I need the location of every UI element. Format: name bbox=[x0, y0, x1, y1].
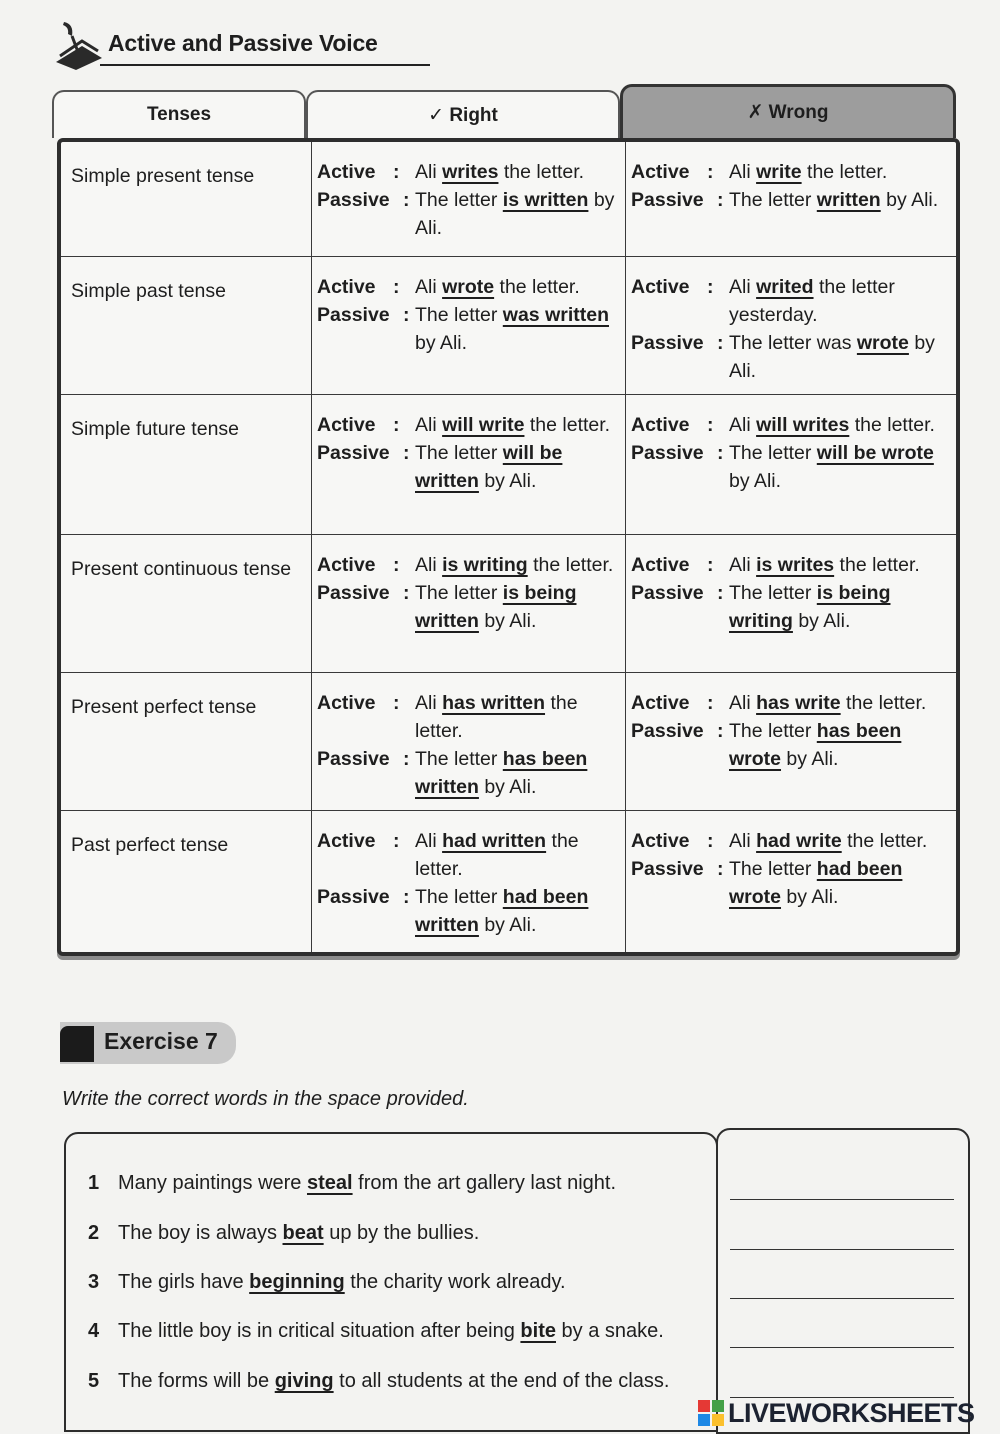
label-colon: : bbox=[403, 189, 410, 211]
passive-label-text: Passive bbox=[317, 189, 390, 211]
passive-label-text: Passive bbox=[631, 720, 704, 742]
wrong-active-sentence-highlight: is writes bbox=[756, 554, 835, 576]
tense-row bbox=[61, 256, 956, 395]
header-tenses bbox=[52, 90, 306, 138]
wrong-active-sentence bbox=[631, 827, 949, 855]
title-underline bbox=[100, 64, 430, 66]
wrong-active-sentence bbox=[631, 551, 949, 579]
label-colon: : bbox=[393, 161, 400, 183]
section-title bbox=[52, 18, 432, 70]
wrong-passive-sentence bbox=[631, 186, 949, 214]
books-and-pen-icon bbox=[52, 18, 104, 70]
right-active-sentence-highlight: had written bbox=[442, 830, 547, 852]
brand-name: LIVEWORKSHEETS bbox=[728, 1397, 975, 1428]
wrong-passive-sentence bbox=[631, 439, 949, 495]
wrong-passive-sentence-highlight: will be wrote bbox=[816, 442, 934, 464]
passive-label-text: Passive bbox=[631, 582, 704, 604]
active-label bbox=[631, 689, 714, 717]
active-label bbox=[317, 551, 400, 579]
wrong-example bbox=[631, 411, 949, 495]
question-sentence-text: The girls have bbox=[118, 1271, 250, 1293]
question-sentence-text: Many paintings were bbox=[118, 1172, 307, 1194]
active-label bbox=[631, 551, 714, 579]
label-colon: : bbox=[393, 554, 400, 576]
passive-label-text: Passive bbox=[317, 582, 390, 604]
tense-row bbox=[61, 672, 956, 811]
wrong-active-sentence-highlight: will writes bbox=[756, 414, 850, 436]
tense-name: Simple past tense bbox=[71, 280, 227, 302]
question-sentence-text: up by the bullies. bbox=[323, 1222, 480, 1244]
exercise-tab-icon bbox=[60, 1026, 94, 1062]
tense-name: Present perfect tense bbox=[71, 696, 257, 718]
right-active-sentence-text: the letter. bbox=[524, 414, 611, 436]
right-active-sentence bbox=[317, 689, 617, 745]
right-example bbox=[317, 411, 617, 495]
question-sentence-highlight: beat bbox=[282, 1222, 324, 1244]
right-passive-sentence-highlight: had been written bbox=[415, 886, 589, 936]
active-label-text: Active bbox=[631, 830, 690, 852]
header-right bbox=[306, 90, 620, 138]
wrong-passive-sentence-text: The letter bbox=[729, 582, 817, 604]
question-item bbox=[88, 1320, 664, 1343]
answer-input-1[interactable] bbox=[730, 1174, 954, 1200]
tense-row bbox=[61, 534, 956, 673]
right-active-sentence-text: the letter. bbox=[498, 161, 585, 183]
passive-label-text: Passive bbox=[317, 748, 390, 770]
right-passive-sentence-text: by Ali. bbox=[415, 332, 468, 354]
question-sentence-text: The boy is always bbox=[118, 1222, 283, 1244]
right-passive-sentence-highlight: will be written bbox=[415, 442, 563, 492]
passive-label-text: Passive bbox=[317, 304, 390, 326]
wrong-passive-sentence-text: The letter bbox=[729, 720, 817, 742]
wrong-active-sentence bbox=[631, 689, 949, 717]
active-label bbox=[631, 411, 714, 439]
active-label-text: Active bbox=[631, 161, 690, 183]
header-right-label: ✓ Right bbox=[428, 104, 498, 126]
label-colon: : bbox=[403, 304, 410, 326]
active-label-text: Active bbox=[317, 830, 376, 852]
right-example bbox=[317, 689, 617, 801]
label-colon: : bbox=[717, 582, 724, 604]
wrong-passive-sentence-highlight: wrote bbox=[856, 332, 909, 354]
active-label-text: Active bbox=[631, 414, 690, 436]
wrong-active-sentence-text: Ali bbox=[729, 554, 757, 576]
liveworksheets-logo-icon bbox=[698, 1400, 724, 1426]
label-colon: : bbox=[717, 189, 724, 211]
wrong-passive-sentence-text: The letter bbox=[729, 189, 817, 211]
wrong-active-sentence-text: Ali bbox=[729, 276, 757, 298]
right-active-sentence-text: Ali bbox=[415, 692, 443, 714]
right-passive-sentence-text: The letter bbox=[415, 189, 503, 211]
header-tenses-label: Tenses bbox=[146, 104, 212, 125]
wrong-active-sentence bbox=[631, 158, 949, 186]
label-colon: : bbox=[707, 830, 714, 852]
tense-row bbox=[61, 142, 956, 256]
label-colon: : bbox=[717, 720, 724, 742]
label-colon: : bbox=[403, 748, 410, 770]
passive-label bbox=[317, 186, 410, 214]
wrong-example bbox=[631, 273, 949, 385]
wrong-example bbox=[631, 158, 949, 214]
question-item bbox=[88, 1172, 616, 1195]
passive-label bbox=[631, 329, 724, 357]
label-colon: : bbox=[393, 830, 400, 852]
right-active-sentence-text: the letter. bbox=[527, 554, 614, 576]
right-active-sentence-highlight: wrote bbox=[442, 276, 495, 298]
answer-input-5[interactable] bbox=[730, 1372, 954, 1398]
question-sentence-highlight: bite bbox=[520, 1320, 556, 1342]
active-label-text: Active bbox=[317, 692, 376, 714]
right-passive-sentence-text: by Ali. bbox=[478, 914, 537, 936]
question-item bbox=[88, 1370, 669, 1393]
right-example bbox=[317, 273, 617, 357]
question-sentence-text: the charity work already. bbox=[344, 1271, 566, 1293]
wrong-passive-sentence-highlight: written bbox=[816, 189, 881, 211]
question-sentence-text: The little boy is in critical situation after being bbox=[118, 1320, 521, 1342]
wrong-passive-sentence bbox=[631, 717, 949, 773]
passive-label bbox=[631, 579, 724, 607]
active-label-text: Active bbox=[317, 554, 376, 576]
right-active-sentence bbox=[317, 551, 617, 579]
right-passive-sentence-highlight: is being written bbox=[415, 582, 577, 632]
right-passive-sentence bbox=[317, 301, 617, 357]
right-active-sentence-highlight: writes bbox=[442, 161, 499, 183]
wrong-passive-sentence-text: by Ali. bbox=[781, 886, 839, 908]
label-colon: : bbox=[717, 332, 724, 354]
brand bbox=[698, 1398, 975, 1428]
right-active-sentence-highlight: has written bbox=[442, 692, 546, 714]
exercise-title: Exercise 7 bbox=[104, 1028, 218, 1054]
tense-name: Simple future tense bbox=[71, 418, 240, 440]
exercise-badge bbox=[60, 1022, 236, 1064]
wrong-active-sentence bbox=[631, 273, 949, 329]
wrong-active-sentence-highlight: has write bbox=[756, 692, 841, 714]
right-active-sentence-text: the letter. bbox=[494, 276, 580, 298]
wrong-passive-sentence-text: The letter bbox=[729, 858, 817, 880]
wrong-active-sentence-text: Ali bbox=[729, 414, 757, 436]
label-colon: : bbox=[707, 161, 714, 183]
right-passive-sentence-text: by Ali. bbox=[415, 189, 615, 239]
wrong-active-sentence-text: Ali bbox=[729, 692, 757, 714]
label-colon: : bbox=[393, 414, 400, 436]
right-passive-sentence bbox=[317, 439, 617, 495]
active-label bbox=[317, 273, 400, 301]
right-active-sentence bbox=[317, 411, 617, 439]
wrong-passive-sentence-text: by Ali. bbox=[792, 610, 851, 632]
wrong-passive-sentence bbox=[631, 329, 949, 385]
passive-label bbox=[631, 855, 724, 883]
right-active-sentence-text: Ali bbox=[415, 276, 443, 298]
question-number: 5 bbox=[88, 1370, 100, 1392]
right-active-sentence-highlight: is writing bbox=[442, 554, 528, 576]
wrong-active-sentence-highlight: write bbox=[756, 161, 802, 183]
wrong-passive-sentence-highlight: is being writing bbox=[729, 582, 891, 632]
answer-input-4[interactable] bbox=[730, 1322, 954, 1348]
passive-label-text: Passive bbox=[631, 189, 704, 211]
facing-page-bleed bbox=[560, 0, 980, 30]
label-colon: : bbox=[717, 442, 724, 464]
right-active-sentence-text: the letter. bbox=[415, 830, 579, 880]
wrong-active-sentence-text: Ali bbox=[729, 830, 757, 852]
tense-name: Present continuous tense bbox=[71, 558, 292, 580]
exercise-instruction: Write the correct words in the space provided. bbox=[62, 1088, 469, 1110]
wrong-passive-sentence bbox=[631, 579, 949, 635]
passive-label bbox=[631, 186, 724, 214]
right-passive-sentence bbox=[317, 186, 617, 242]
passive-label-text: Passive bbox=[317, 886, 390, 908]
label-colon: : bbox=[707, 554, 714, 576]
wrong-passive-sentence-text: The letter bbox=[729, 442, 817, 464]
wrong-active-sentence-text: the letter. bbox=[834, 554, 920, 576]
wrong-active-sentence bbox=[631, 411, 949, 439]
right-passive-sentence bbox=[317, 745, 617, 801]
question-item bbox=[88, 1222, 479, 1245]
right-passive-sentence-text: by Ali. bbox=[478, 470, 537, 492]
wrong-passive-sentence-highlight: had been wrote bbox=[729, 858, 903, 908]
passive-label bbox=[317, 579, 410, 607]
wrong-active-sentence-text: the letter. bbox=[841, 830, 928, 852]
question-sentence-highlight: steal bbox=[306, 1172, 353, 1194]
wrong-passive-sentence-text: by Ali. bbox=[880, 189, 939, 211]
label-colon: : bbox=[403, 442, 410, 464]
active-label bbox=[631, 827, 714, 855]
header-wrong-label: ✗ Wrong bbox=[747, 102, 829, 123]
page-title: Active and Passive Voice bbox=[108, 30, 378, 56]
wrong-active-sentence-text: the letter. bbox=[840, 692, 927, 714]
tense-name: Simple present tense bbox=[71, 165, 255, 187]
passive-label-text: Passive bbox=[631, 858, 704, 880]
wrong-passive-sentence-text: by Ali. bbox=[729, 332, 935, 382]
label-colon: : bbox=[403, 582, 410, 604]
active-label-text: Active bbox=[317, 414, 376, 436]
right-passive-sentence-text: The letter bbox=[415, 442, 503, 464]
passive-label-text: Passive bbox=[317, 442, 390, 464]
active-label bbox=[631, 158, 714, 186]
question-number: 1 bbox=[88, 1172, 100, 1194]
wrong-active-sentence-text: the letter yesterday. bbox=[729, 276, 895, 326]
header-wrong bbox=[620, 84, 956, 138]
right-active-sentence bbox=[317, 273, 617, 301]
active-label bbox=[317, 689, 400, 717]
right-passive-sentence bbox=[317, 579, 617, 635]
right-active-sentence-text: Ali bbox=[415, 414, 443, 436]
passive-label-text: Passive bbox=[631, 332, 704, 354]
answer-input-3[interactable] bbox=[730, 1273, 954, 1299]
wrong-passive-sentence-text: by Ali. bbox=[729, 470, 782, 492]
tense-row bbox=[61, 810, 956, 953]
wrong-active-sentence-text: Ali bbox=[729, 161, 757, 183]
right-passive-sentence bbox=[317, 883, 617, 939]
right-passive-sentence-text: The letter bbox=[415, 748, 503, 770]
question-sentence-text: The forms will be bbox=[118, 1370, 275, 1392]
wrong-active-sentence-highlight: had write bbox=[756, 830, 842, 852]
passive-label bbox=[631, 439, 724, 467]
right-example bbox=[317, 551, 617, 635]
question-sentence-text: to all students at the end of the class. bbox=[333, 1370, 670, 1392]
question-sentence-highlight: beginning bbox=[249, 1271, 345, 1293]
answer-input-2[interactable] bbox=[730, 1224, 954, 1250]
right-passive-sentence-highlight: is written bbox=[502, 189, 589, 211]
active-label-text: Active bbox=[317, 161, 376, 183]
right-active-sentence-text: Ali bbox=[415, 161, 443, 183]
tenses-table bbox=[57, 138, 960, 956]
active-label-text: Active bbox=[631, 276, 690, 298]
passive-label bbox=[317, 745, 410, 773]
right-example bbox=[317, 158, 617, 242]
label-colon: : bbox=[707, 414, 714, 436]
right-active-sentence-text: Ali bbox=[415, 554, 443, 576]
label-colon: : bbox=[403, 886, 410, 908]
wrong-passive-sentence-text: The letter was bbox=[729, 332, 857, 354]
wrong-active-sentence-text: the letter. bbox=[801, 161, 888, 183]
question-number: 2 bbox=[88, 1222, 100, 1244]
passive-label bbox=[317, 301, 410, 329]
passive-label-text: Passive bbox=[631, 442, 704, 464]
wrong-passive-sentence-text: by Ali. bbox=[781, 748, 839, 770]
wrong-example bbox=[631, 689, 949, 773]
label-colon: : bbox=[393, 692, 400, 714]
right-active-sentence-text: the letter. bbox=[415, 692, 578, 742]
right-passive-sentence-text: by Ali. bbox=[478, 776, 537, 798]
passive-label bbox=[317, 439, 410, 467]
right-passive-sentence-text: The letter bbox=[415, 886, 503, 908]
wrong-passive-sentence-highlight: has been wrote bbox=[729, 720, 902, 770]
active-label bbox=[317, 158, 400, 186]
question-sentence-highlight: giving bbox=[274, 1370, 334, 1392]
tense-row bbox=[61, 394, 956, 535]
label-colon: : bbox=[717, 858, 724, 880]
active-label-text: Active bbox=[631, 692, 690, 714]
wrong-example bbox=[631, 827, 949, 911]
wrong-active-sentence-highlight: writed bbox=[756, 276, 814, 298]
passive-label bbox=[317, 883, 410, 911]
label-colon: : bbox=[707, 692, 714, 714]
question-sentence-text: from the art gallery last night. bbox=[352, 1172, 617, 1194]
wrong-active-sentence-text: the letter. bbox=[849, 414, 935, 436]
label-colon: : bbox=[707, 276, 714, 298]
right-example bbox=[317, 827, 617, 939]
tense-name: Past perfect tense bbox=[71, 834, 229, 856]
right-passive-sentence-text: by Ali. bbox=[478, 610, 537, 632]
right-passive-sentence-text: The letter bbox=[415, 304, 503, 326]
label-colon: : bbox=[393, 276, 400, 298]
right-passive-sentence-highlight: was written bbox=[502, 304, 609, 326]
question-number: 4 bbox=[88, 1320, 100, 1342]
active-label-text: Active bbox=[631, 554, 690, 576]
right-active-sentence-text: Ali bbox=[415, 830, 443, 852]
active-label-text: Active bbox=[317, 276, 376, 298]
wrong-passive-sentence bbox=[631, 855, 949, 911]
right-passive-sentence-highlight: has been written bbox=[415, 748, 588, 798]
right-passive-sentence-text: The letter bbox=[415, 582, 503, 604]
active-label bbox=[317, 411, 400, 439]
active-label bbox=[631, 273, 714, 301]
passive-label bbox=[631, 717, 724, 745]
wrong-example bbox=[631, 551, 949, 635]
right-active-sentence bbox=[317, 827, 617, 883]
question-sentence-text: by a snake. bbox=[555, 1320, 664, 1342]
active-label bbox=[317, 827, 400, 855]
question-number: 3 bbox=[88, 1271, 100, 1293]
right-active-sentence bbox=[317, 158, 617, 186]
right-active-sentence-highlight: will write bbox=[442, 414, 525, 436]
question-item bbox=[88, 1271, 566, 1294]
